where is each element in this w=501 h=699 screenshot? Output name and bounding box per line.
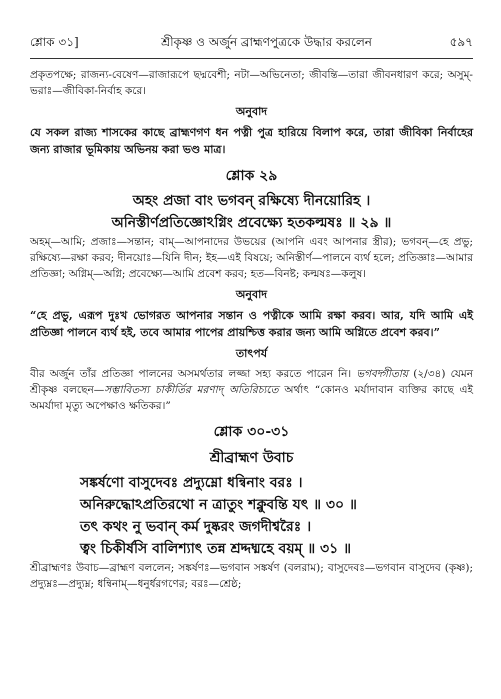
sloka-29-synonyms: অহম্—আমি; প্রজাঃ—সন্তান; বাম্—আপনাদের উভয়ের (আপনি এবং আপনার স্ত্রীর); ভগবন্—হে প্রভু; রক্ষিষ্যে—রক্ষা করব; দীনয়োঃ—যিনি দীন; ইহ—এই বিষয়ে; অনিস্তীর্ণ—পালনে ব্যর্থ হলে; প্রতিজ্ঞাঃ—আমার প্রতিজ্ঞা; অগ্নিম্—অগ্নি; প্রবেক্ষ্যে—আমি প্রবেশ করব; হত—বিনষ্ট; কল্মষঃ—কলুষ।	[30, 236, 473, 280]
purport-text	[30, 366, 473, 414]
purport-rest: অর্থাৎ “কোনও মর্যাদাবান ব্যক্তির কাছে এই অমর্যাদা মৃত্যু অপেক্ষাও ক্ষতিকর।”	[30, 384, 473, 412]
sloka-29-title: শ্লোক ২৯	[225, 168, 278, 184]
sloka-29-line-2: অনিস্তীর্ণপ্রতিজ্ঞোঽগ্নিং প্রবেক্ষ্যে হতকল্মষঃ ॥ ২৯ ॥	[111, 215, 392, 231]
purport-book-ref: ভগবদ্গীতায়	[356, 368, 409, 380]
purport-line-1: বীর অর্জুন তাঁর প্রতিজ্ঞা পালনের অসমর্থতার লজ্জা সহ্য করতে পারেন নি।	[30, 368, 352, 380]
sloka-29-line-1: অহং প্রজা বাং ভগবন্ রক্ষিষ্যে দীনয়োরিহ ।	[132, 193, 371, 209]
sloka-30-31-line-2: অনিরুদ্ধোঽপ্রতিরথো ন ত্রাতুং শক্নুবন্তি যৎ ॥ ৩০ ॥	[80, 497, 357, 513]
sloka-30-31-speaker: শ্রীব্রাহ্মণ উবাচ	[209, 450, 294, 466]
purport-ref-num: (২/৩৪) যেমন শ্রীকৃষ্ণ বলছেন—	[30, 368, 474, 396]
sloka-30-31-title: শ্লোক ৩০-৩১	[213, 424, 290, 440]
header-title: শ্রীকৃষ্ণ ও অর্জুন ব্রাহ্মণপুত্রকে উদ্ধার করলেন	[161, 35, 372, 49]
purport-heading: তাৎপর্য	[235, 347, 268, 360]
sloka-30-31-synonyms: শ্রীব্রাহ্মণঃ উবাচ—ব্রাহ্মণ বললেন; সঙ্কর্ষণঃ—ভগবান সঙ্কর্ষণ (বলরাম); বাসুদেবঃ—ভগবান বাসুদেব (কৃষ্ণ); প্রদ্যুম্নঃ—প্রদ্যুম্ন; ধন্বিনাম্—ধনুর্ধরগণের; বরঃ—শ্রেষ্ঠ;	[30, 562, 473, 590]
page-number: ৫৯৭	[449, 35, 473, 49]
sloka-30-31-line-4: ত্বং চিকীর্ষসি বালিশ্যাৎ তন্ন শ্রদ্দধ্মহে বয়ম্ ॥ ৩১ ॥	[80, 541, 352, 557]
sloka-30-31-line-1: সঙ্কর্ষণো বাসুদেবঃ প্রদ্যুম্নো ধন্বিনাং বরঃ ।	[80, 475, 303, 491]
translation-heading-2: অনুবাদ	[235, 288, 268, 301]
purport-quote: সম্ভাবিতস্য চাকীর্তির মরণাদ্ অতিরিচ্যতে	[104, 384, 279, 396]
translation-text-2: “হে প্রভু, এরূপ দুঃখ ভোগরত আপনার সন্তান ও পত্নীকে আমি রক্ষা করব। আর, যদি আমি এই প্রতিজ্ঞা পালনে ব্যর্থ হই, তবে আমার পাপের প্রায়শ্চিত্ত করার জন্য আমি অগ্নিতে প্রবেশ করব।”	[30, 309, 473, 339]
sloka-30-31-line-3: তৎ কথং নু ভবান্ কর্ম দুষ্করং জগদীশ্বরৈঃ ।	[80, 519, 312, 535]
page-header	[30, 34, 473, 59]
intro-gloss: প্রকৃতপক্ষে; রাজন্য-বেষেণ—রাজারূপে ছদ্মবেশী; নটা—অভিনেতা; জীবন্তি—তারা জীবনধারণ করে; অসুম্-ভরাঃ—জীবিকা-নির্বাহ করে।	[30, 69, 473, 97]
translation-text-1: যে সকল রাজ্য শাসকের কাছে ব্রাহ্মণগণ ধন পত্নী পুত্র হারিয়ে বিলাপ করে, তারা জীবিকা নির্বাহের জন্য রাজার ভূমিকায় অভিনয় করা ভণ্ড মাত্র।	[30, 126, 473, 156]
header-chapter-ref: শ্লোক ৩১]	[30, 35, 79, 49]
translation-heading-1: অনুবাদ	[235, 105, 268, 118]
